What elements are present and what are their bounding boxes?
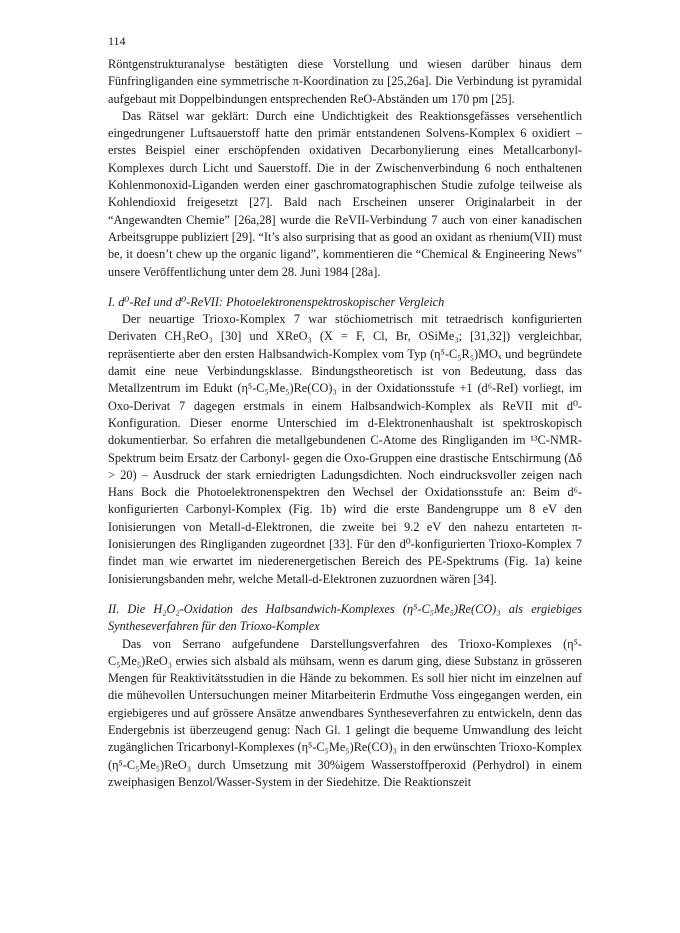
paragraph-riddle-solved: Das Rätsel war geklärt: Durch eine Undichtigkeit des Reaktionsgefässes versehentlich eingedrungener Luftsauerstoff hatte den primär entstandenen Solvens-Komplex 6 oxidiert – erstes Beispiel einer erschöpfenden oxidativen Decarbonylierung eines Metallcarbonyl-Komplexes durch Licht und Sauerstoff. Die in der Zwischenverbindung 6 noch enthaltenen Kohlenmonoxid-Liganden werden einer gaschromatographischen Studie zufolge teilweise als Kohlendioxid freigesetzt [27]. Bald nach Erscheinen unserer Originalarbeit in der “Angewandten Chemie” [26a,28] wurde die ReVII-Verbindung 7 auch von einer kanadischen Arbeitsgruppe publiziert [29]. “It’s also surprising that as good an oxidant as rhenium(VII) must be, it doesn’t chew up the organic ligand”, kommentieren die “Chemical & Engineering News” unsere Veröffentlichung unter dem 28. Juni 1984 [28a]. bbox=[108, 108, 582, 279]
section-heading-h2o2-oxidation: II. Die H₂O₂-Oxidation des Halbsandwich-Komplexes (η⁵-C₅Me₅)Re(CO)₃ als ergiebiges Syntheseverfahren für den Trioxo-Komplex bbox=[108, 601, 582, 634]
paragraph-trioxo-complex: Der neuartige Trioxo-Komplex 7 war stöchiometrisch mit tetraedrisch konfigurierten Derivaten CH₃ReO₃ [30] und XReO₃ (X = F, Cl, Br, OSiMe₃; [31,32]) vergleichbar, repräsentierte aber den ersten Halbsandwich-Komplex vom Typ (η⁵-C₅R₅)MOₓ und begründete damit eine neue Verbindungsklasse. Bindungstheoretisch ist von Bedeutung, dass das Metallzentrum im Edukt (η⁵-C₅Me₅)Re(CO)₃ in der Oxidationsstufe +1 (d⁶-ReI) vorliegt, im Oxo-Derivat 7 dagegen erstmals in einem Halbsandwich-Komplex als ReVII mit d⁰-Konfiguration. Dieser enorme Unterschied im d-Elektronenhaushalt ist spektroskopisch dokumentierbar. So erfahren die metallgebundenen C-Atome des Ringliganden im ¹³C-NMR-Spektrum beim Ersatz der Carbonyl- gegen die Oxo-Gruppen eine drastische Entschirmung (Δδ > 20) – Ausdruck der stark erniedrigten Ladungsdichten. Noch eindrucksvoller zeigen nach Hans Bock die Photoelektronenspektren den Wechsel der Oxidationsstufe an: Beim d⁶-konfigurierten Carbonyl-Komplex (Fig. 1b) wird die erste Bandengruppe um 8 eV den Ionisierungen von Metall-d-Elektronen, die zweite bei 9.2 eV den nahezu entarteten π-Ionisierungen des Ringliganden zugeordnet [33]. Für den d⁰-konfigurierten Trioxo-Komplex 7 findet man wie erwartet im niederenergetischen Bereich des PE-Spektrums (Fig. 1a) keine Ionisierungsbanden mehr, welche Metall-d-Elektronen zuzuordnen wären [34]. bbox=[108, 312, 582, 586]
page-number: 114 bbox=[108, 34, 126, 48]
section-heading-pe-comparison: I. d⁰-ReI und d⁰-ReVII: Photoelektronenspektroskopischer Vergleich bbox=[108, 294, 445, 309]
paragraph-structure-analysis: Röntgenstrukturanalyse bestätigten diese Vorstellung und wiesen darüber hinaus dem Fünfringliganden eine symmetrische π-Koordination zu [25,26a]. Die Verbindung ist pyramidal aufgebaut mit Doppelbindungen entsprechenden ReO-Abständen um 170 pm [25]. bbox=[108, 57, 582, 106]
page-body bbox=[108, 56, 582, 791]
paragraph-synthesis-method: Das von Serrano aufgefundene Darstellungsverfahren des Trioxo-Komplexes (η⁵-C₅Me₅)ReO₃ erwies sich alsbald als mühsam, wenn es darum ging, diese Substanz in grösseren Mengen für Reaktivitätsstudien in die Hände zu bekommen. Es soll hier nicht im einzelnen auf die mühevollen Untersuchungen meiner Mitarbeiterin Erdmuthe Voss eingegangen werden, ein ergiebigeres und auf grössere Ansätze anwendbares Syntheseverfahren zu entwickeln, denn das Endergebnis ist überzeugend genug: Nach Gl. 1 gelingt die bequeme Umwandlung des leicht zugänglichen Tricarbonyl-Komplexes (η⁵-C₅Me₅)Re(CO)₃ in den erwünschten Trioxo-Komplex (η⁵-C₅Me₅)ReO₃ durch Umsetzung mit 30%igem Wasserstoffperoxid (Perhydrol) in einem zweiphasigen Benzol/Wasser-System in der Siedehitze. Die Reaktionszeit bbox=[108, 636, 582, 789]
